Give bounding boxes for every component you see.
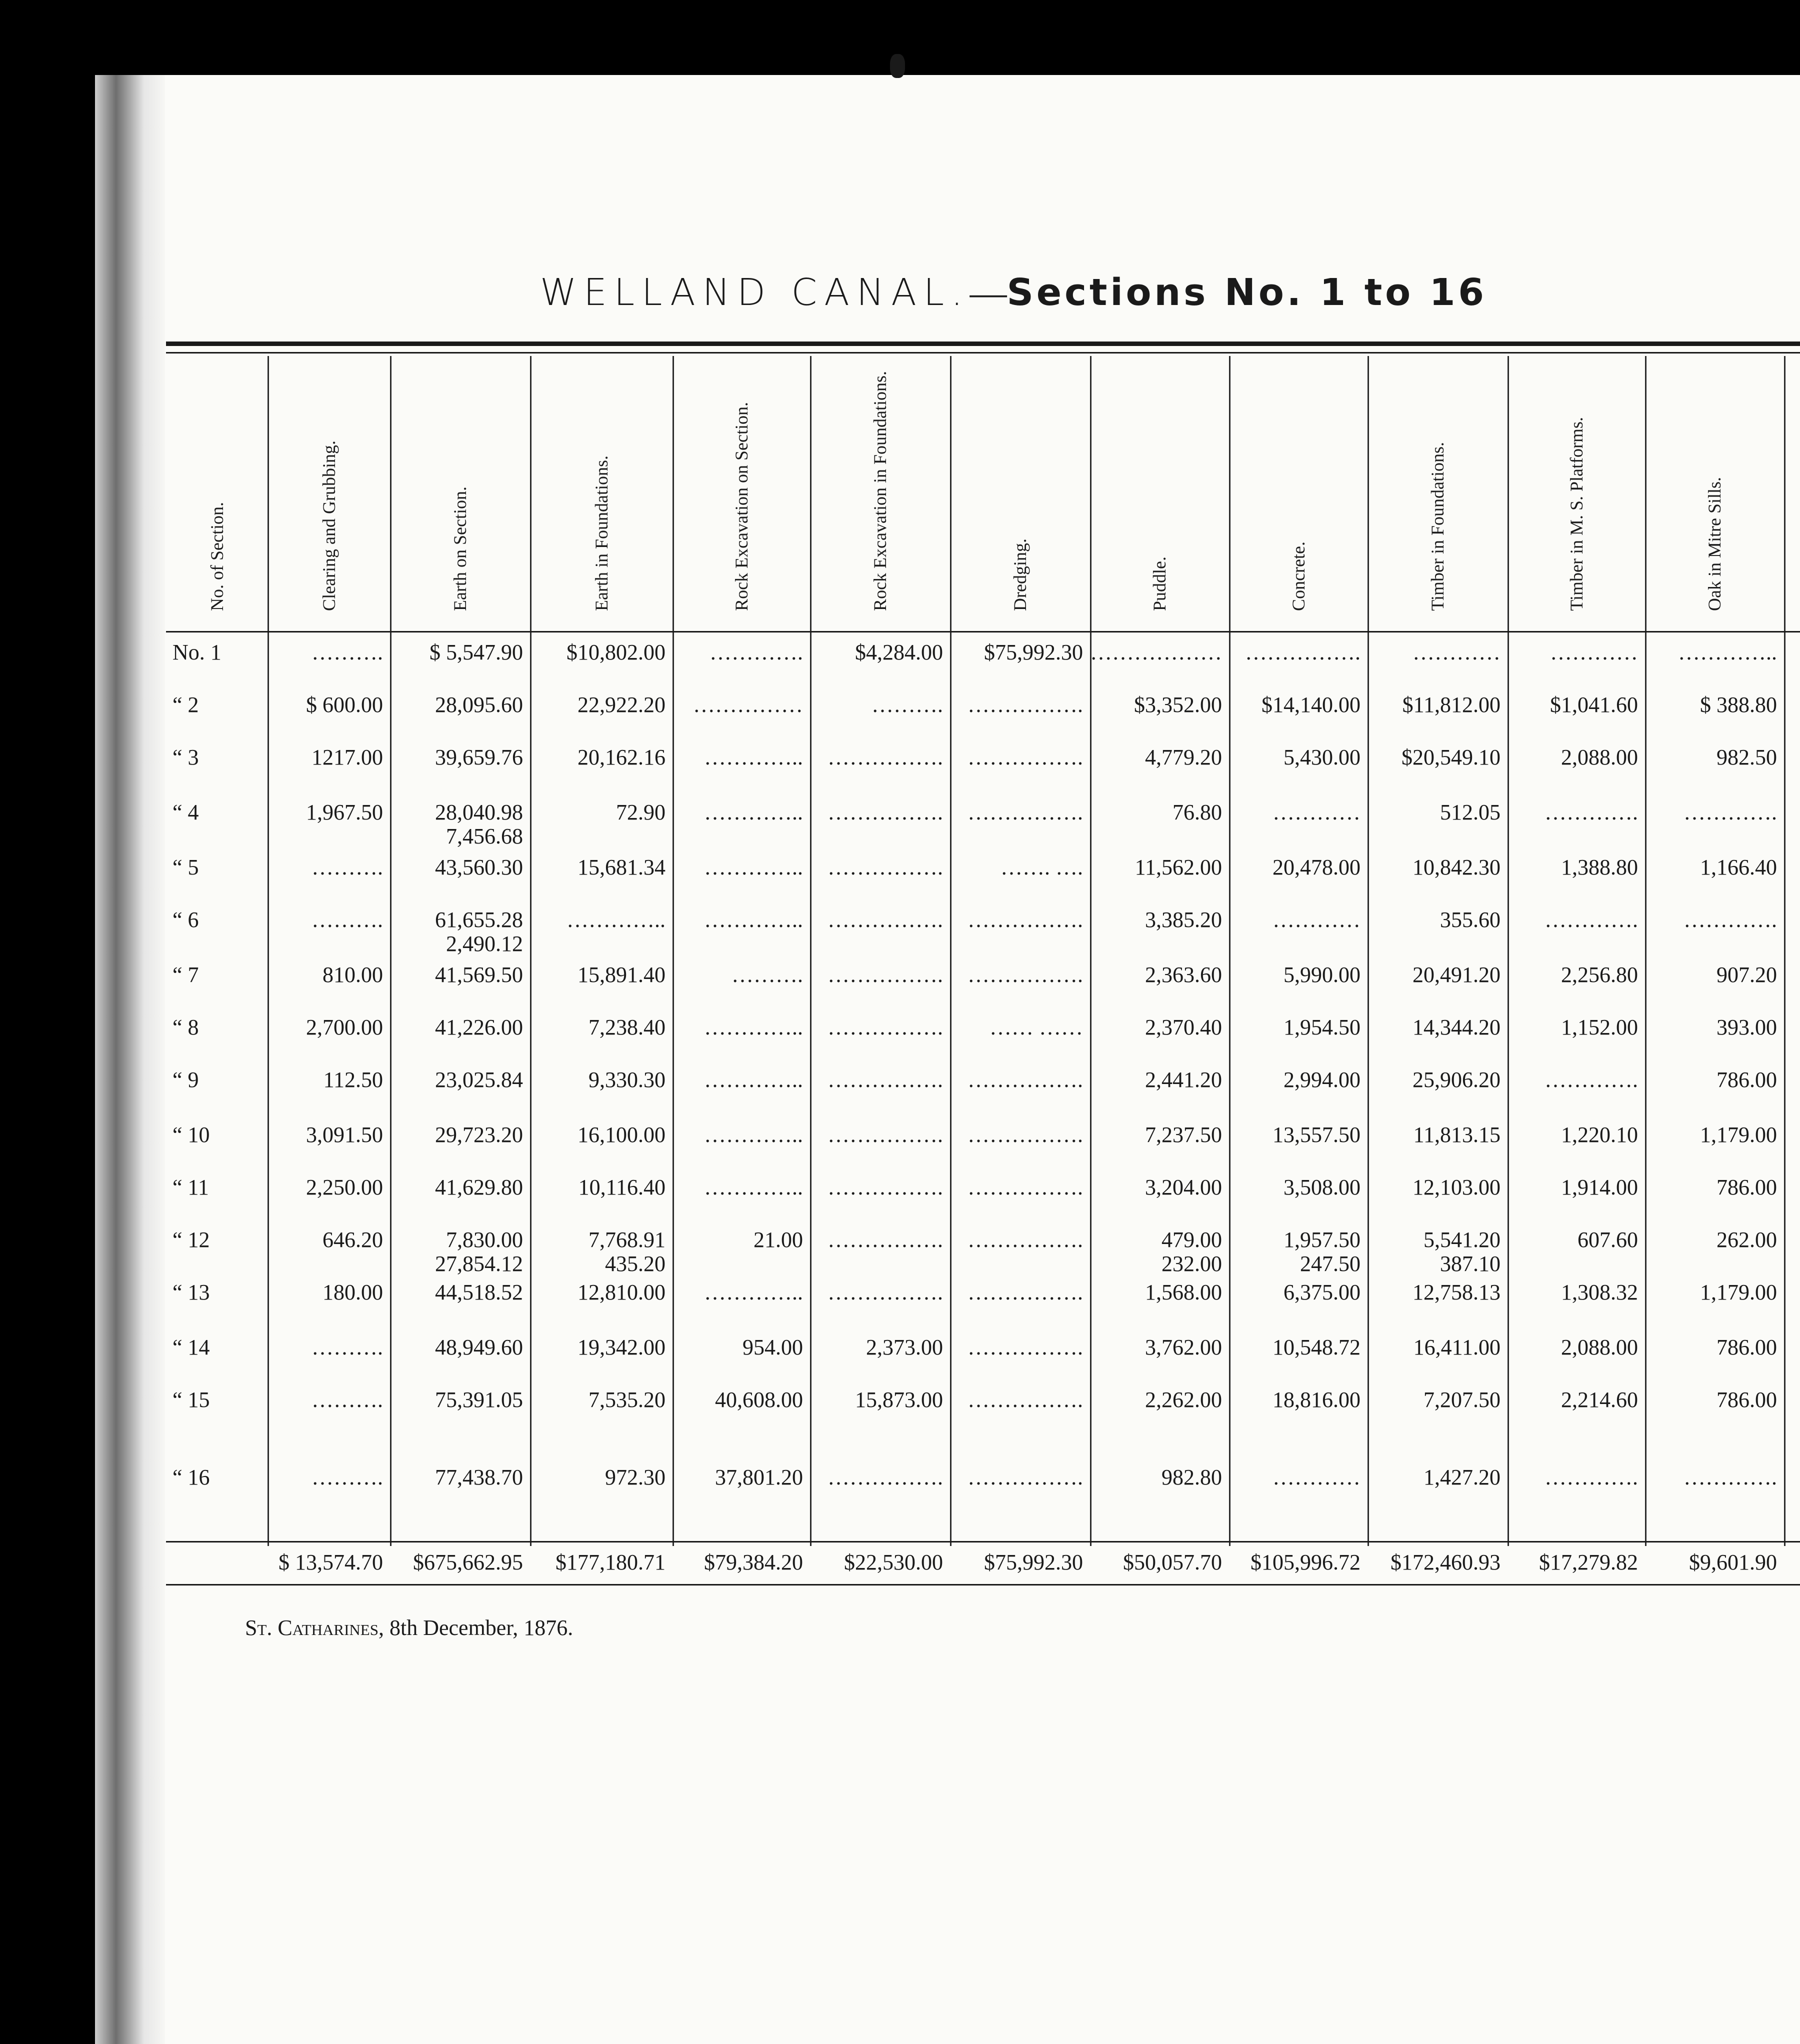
column-header-label: Dredging. xyxy=(1010,538,1030,611)
table-cell: 20,478.00 xyxy=(1272,855,1360,880)
total-cell: $22,530.00 xyxy=(844,1550,943,1574)
section-number: “ 14 xyxy=(172,1335,210,1360)
section-number: “ 9 xyxy=(172,1068,199,1092)
title-dash: — xyxy=(970,272,1007,314)
table-cell: $ 388.80 xyxy=(1700,692,1777,717)
table-cell: 786.00 xyxy=(1716,1068,1777,1092)
table-cell: 29,723.20 xyxy=(435,1122,523,1147)
table-cell: 16,411.00 xyxy=(1413,1335,1500,1360)
table-cell: ……………. xyxy=(968,908,1083,932)
table-cell: ………. xyxy=(312,1335,383,1360)
table-cell: $ 600.00 xyxy=(306,692,383,717)
table-cell: ………….. xyxy=(704,1175,803,1200)
table-cell: ……………. xyxy=(828,800,943,824)
table-cell: ……………. xyxy=(828,908,943,932)
table-cell: ……………. xyxy=(1245,640,1360,664)
total-cell: $50,057.70 xyxy=(1123,1550,1222,1574)
table-cell: 13,557.50 xyxy=(1272,1122,1360,1147)
section-number: “ 11 xyxy=(172,1175,209,1200)
column-header xyxy=(166,356,268,611)
table-cell: 393.00 xyxy=(1716,1015,1777,1040)
table-cell: ………… xyxy=(1272,908,1360,932)
total-cell: $17,279.82 xyxy=(1539,1550,1638,1574)
table-cell: 907.20 xyxy=(1716,962,1777,987)
table-cell: 2,088.00 xyxy=(1561,1335,1638,1360)
section-number: “ 16 xyxy=(172,1465,210,1490)
table-cell: 1,427.20 xyxy=(1424,1465,1500,1490)
column-header xyxy=(672,356,810,611)
table-cell: 4,779.20 xyxy=(1145,745,1222,770)
table-cell: 247.50 xyxy=(1300,1252,1360,1276)
column-header xyxy=(1645,356,1784,611)
section-number: “ 13 xyxy=(172,1280,210,1304)
table-cell: 3,762.00 xyxy=(1145,1335,1222,1360)
table-cell: 982.50 xyxy=(1716,745,1777,770)
table-cell: ………….. xyxy=(704,908,803,932)
table-cell: ………… xyxy=(1272,800,1360,824)
table-cell: 10,548.72 xyxy=(1272,1335,1360,1360)
table-cell: 3,204.00 xyxy=(1145,1175,1222,1200)
table-cell: ……. …. xyxy=(1000,855,1083,880)
table-cell: $20,549.10 xyxy=(1402,745,1500,770)
section-number: No. 1 xyxy=(172,640,222,664)
table-cell: ………….. xyxy=(566,908,666,932)
footer-dateline xyxy=(245,1615,573,1640)
table-cell: …………. xyxy=(1544,908,1638,932)
table-cell: 6,375.00 xyxy=(1284,1280,1360,1304)
table-cell: ……………. xyxy=(828,855,943,880)
total-cell: $177,180.71 xyxy=(556,1550,666,1574)
table-cell: 435.20 xyxy=(605,1252,666,1276)
table-cell: ………. xyxy=(312,1465,383,1490)
table-cell: 1,568.00 xyxy=(1145,1280,1222,1304)
table-cell: 2,256.80 xyxy=(1561,962,1638,987)
table-cell: 22,922.20 xyxy=(578,692,666,717)
totals-rule-bottom xyxy=(166,1584,1800,1586)
table-cell: 41,629.80 xyxy=(435,1175,523,1200)
column-rule xyxy=(1784,356,1786,1546)
table-cell: …………. xyxy=(710,640,803,664)
table-cell: 7,768.91 xyxy=(588,1228,666,1252)
table-cell: 12,810.00 xyxy=(578,1280,666,1304)
table-cell: 1,220.10 xyxy=(1561,1122,1638,1147)
table-cell: …………. xyxy=(1544,1465,1638,1490)
page-title xyxy=(540,270,1487,316)
table-cell: 20,162.16 xyxy=(578,745,666,770)
section-number: “ 7 xyxy=(172,962,199,987)
table-cell: ………….. xyxy=(704,745,803,770)
table-cell: 2,262.00 xyxy=(1145,1388,1222,1412)
table-cell: 72.90 xyxy=(616,800,666,824)
table-cell: ……………. xyxy=(968,800,1083,824)
table-cell: 77,438.70 xyxy=(435,1465,523,1490)
table-cell: 37,801.20 xyxy=(715,1465,803,1490)
table-cell: 41,226.00 xyxy=(435,1015,523,1040)
total-cell: $75,992.30 xyxy=(984,1550,1083,1574)
section-number: “ 6 xyxy=(172,908,199,932)
table-cell: ……………. xyxy=(968,1388,1083,1412)
total-cell: $79,384.20 xyxy=(704,1550,803,1574)
table-cell: ………… xyxy=(1412,640,1500,664)
table-cell: 2,214.60 xyxy=(1561,1388,1638,1412)
table-cell: 2,250.00 xyxy=(306,1175,383,1200)
table-cell: 20,491.20 xyxy=(1412,962,1500,987)
table-cell: 1,152.00 xyxy=(1561,1015,1638,1040)
column-header-label: Clearing and Grubbing. xyxy=(318,440,339,611)
table-cell: ……………. xyxy=(828,1280,943,1304)
table-cell: 810.00 xyxy=(322,962,383,987)
table-cell: 11,813.15 xyxy=(1413,1122,1500,1147)
column-header xyxy=(810,356,950,611)
table-cell: $75,992.30 xyxy=(984,640,1083,664)
table-cell: 1,308.32 xyxy=(1561,1280,1638,1304)
table-cell: 1,967.50 xyxy=(306,800,383,824)
table-cell: 786.00 xyxy=(1716,1335,1777,1360)
section-number: “ 12 xyxy=(172,1228,210,1252)
table-cell: 982.80 xyxy=(1162,1465,1222,1490)
column-header-label: Timber in M. S. Platforms. xyxy=(1566,417,1586,611)
title-sections: Sections No. 1 to 16 xyxy=(1006,271,1487,314)
table-cell: 12,758.13 xyxy=(1412,1280,1500,1304)
table-cell: …………. xyxy=(1684,908,1777,932)
table-cell: 48,949.60 xyxy=(435,1335,523,1360)
table-cell: 1,179.00 xyxy=(1700,1122,1777,1147)
table-cell: 1217.00 xyxy=(312,745,383,770)
table-cell: ………….. xyxy=(704,1122,803,1147)
table-cell: 15,873.00 xyxy=(855,1388,943,1412)
table-cell: 3,508.00 xyxy=(1284,1175,1360,1200)
table-cell: ……………. xyxy=(968,962,1083,987)
table-cell: 16,100.00 xyxy=(578,1122,666,1147)
column-header-label: Earth on Section. xyxy=(450,486,470,611)
column-header-label: Oak in Mitre Sills. xyxy=(1704,477,1724,611)
table-cell: 3,091.50 xyxy=(306,1122,383,1147)
column-header xyxy=(390,356,530,611)
table-cell: 7,207.50 xyxy=(1424,1388,1500,1412)
table-cell: 972.30 xyxy=(605,1465,666,1490)
table-cell: ………. xyxy=(732,962,803,987)
table-cell: 7,535.20 xyxy=(588,1388,666,1412)
total-cell: $105,996.72 xyxy=(1250,1550,1360,1574)
total-cell: $675,662.95 xyxy=(413,1550,523,1574)
table-cell: ………….. xyxy=(704,1280,803,1304)
table-cell: ………. xyxy=(312,908,383,932)
table-cell: 19,342.00 xyxy=(578,1335,666,1360)
table-cell: 607.60 xyxy=(1578,1228,1638,1252)
column-header xyxy=(1508,356,1645,611)
table-cell: 1,914.00 xyxy=(1561,1175,1638,1200)
table-cell: ……………. xyxy=(828,1175,943,1200)
table-cell: 9,330.30 xyxy=(588,1068,666,1092)
table-cell: 3,385.20 xyxy=(1145,908,1222,932)
section-number: “ 10 xyxy=(172,1122,210,1147)
table-cell: 2,370.40 xyxy=(1145,1015,1222,1040)
table-cell: 387.10 xyxy=(1440,1252,1500,1276)
column-header xyxy=(950,356,1090,611)
table-cell: ……………. xyxy=(968,1335,1083,1360)
top-rule-thin xyxy=(166,352,1800,354)
table-cell: ………….. xyxy=(704,800,803,824)
table-cell: 23,025.84 xyxy=(435,1068,523,1092)
table-cell: 75,391.05 xyxy=(435,1388,523,1412)
total-cell: $ 13,574.70 xyxy=(278,1550,383,1574)
table-cell: 786.00 xyxy=(1716,1388,1777,1412)
table-cell: 2,441.20 xyxy=(1145,1068,1222,1092)
table-cell: ……………. xyxy=(828,1228,943,1252)
footer-date: 8th December, 1876. xyxy=(389,1616,574,1640)
section-number: “ 15 xyxy=(172,1388,210,1412)
table-cell: 5,990.00 xyxy=(1284,962,1360,987)
table-cell: ……………. xyxy=(828,1465,943,1490)
table-cell: 28,040.98 xyxy=(435,800,523,824)
table-cell: ………….. xyxy=(704,855,803,880)
table-cell: 1,166.40 xyxy=(1700,855,1777,880)
table-cell: 180.00 xyxy=(322,1280,383,1304)
column-header xyxy=(1090,356,1229,611)
table-cell: 41,569.50 xyxy=(435,962,523,987)
table-cell: 43,560.30 xyxy=(435,855,523,880)
ink-blot xyxy=(890,54,905,78)
column-header xyxy=(268,356,390,611)
total-cell: $9,601.90 xyxy=(1689,1550,1777,1574)
table-cell: 2,088.00 xyxy=(1561,745,1638,770)
column-header xyxy=(1368,356,1508,611)
column-header-label: Puddle. xyxy=(1150,556,1170,611)
column-header xyxy=(530,356,672,611)
table-cell: 355.60 xyxy=(1440,908,1500,932)
table-cell: 786.00 xyxy=(1716,1175,1777,1200)
table-cell: $4,284.00 xyxy=(855,640,943,664)
table-cell: 7,456.68 xyxy=(446,824,523,848)
table-cell: ……………. xyxy=(968,1122,1083,1147)
table-cell: ……………. xyxy=(968,1465,1083,1490)
table-cell: 2,994.00 xyxy=(1284,1068,1360,1092)
table-cell: ………….. xyxy=(704,1015,803,1040)
column-header-label: Earth in Foundations. xyxy=(591,456,612,611)
table-cell: …………. xyxy=(1684,1465,1777,1490)
table-cell: 2,700.00 xyxy=(306,1015,383,1040)
table-cell: 7,237.50 xyxy=(1145,1122,1222,1147)
table-cell: ……………. xyxy=(828,1068,943,1092)
totals-rule-top xyxy=(166,1541,1800,1542)
table-cell: ………. xyxy=(312,855,383,880)
table-cell: 112.50 xyxy=(323,1068,383,1092)
table-cell: …………. xyxy=(1684,800,1777,824)
table-cell: ………. xyxy=(312,1388,383,1412)
table-cell: 7,238.40 xyxy=(588,1015,666,1040)
table-cell: 27,854.12 xyxy=(435,1252,523,1276)
table-cell: 1,179.00 xyxy=(1700,1280,1777,1304)
table-cell: …………. xyxy=(1544,1068,1638,1092)
table-cell: ………….. xyxy=(704,1068,803,1092)
table-cell: ………… xyxy=(1550,640,1638,664)
section-number: “ 8 xyxy=(172,1015,199,1040)
table-cell: 25,906.20 xyxy=(1412,1068,1500,1092)
table-cell: ………. xyxy=(312,640,383,664)
table-cell: 232.00 xyxy=(1162,1252,1222,1276)
table-cell: 7,830.00 xyxy=(446,1228,523,1252)
table-cell: ……………. xyxy=(968,1175,1083,1200)
column-header-label: Timber in Foundations. xyxy=(1428,442,1448,611)
column-header-label: Concrete. xyxy=(1288,542,1308,611)
table-cell: 479.00 xyxy=(1162,1228,1222,1252)
table-cell: $1,041.60 xyxy=(1550,692,1638,717)
table-cell: 262.00 xyxy=(1716,1228,1777,1252)
table-cell: ……………. xyxy=(828,745,943,770)
table-cell: ……………. xyxy=(828,1015,943,1040)
page-binding-edge xyxy=(95,75,165,2044)
table-cell: ………… xyxy=(1272,1465,1360,1490)
table-cell: 1,388.80 xyxy=(1561,855,1638,880)
table-cell: 18,816.00 xyxy=(1272,1388,1360,1412)
table-cell: 646.20 xyxy=(322,1228,383,1252)
table-cell: $14,140.00 xyxy=(1262,692,1360,717)
table-cell: 954.00 xyxy=(742,1335,803,1360)
column-header-label: Rock Excavation in Foundations. xyxy=(870,371,890,611)
table-cell: 1,954.50 xyxy=(1284,1015,1360,1040)
table-cell: 2,490.12 xyxy=(446,932,523,956)
table-cell: ………….. xyxy=(1678,640,1777,664)
table-cell: 11,562.00 xyxy=(1134,855,1222,880)
total-cell: $172,460.93 xyxy=(1390,1550,1500,1574)
table-cell: $11,812.00 xyxy=(1402,692,1500,717)
table-cell: ……………… xyxy=(1090,640,1222,664)
table-cell: ……………. xyxy=(828,962,943,987)
table-cell: 44,518.52 xyxy=(435,1280,523,1304)
table-cell: 28,095.60 xyxy=(435,692,523,717)
table-cell: 2,363.60 xyxy=(1145,962,1222,987)
table-cell: …………. xyxy=(1544,800,1638,824)
table-cell: 1,957.50 xyxy=(1284,1228,1360,1252)
table-cell: 14,344.20 xyxy=(1412,1015,1500,1040)
table-cell: $3,352.00 xyxy=(1134,692,1222,717)
table-cell: 61,655.28 xyxy=(435,908,523,932)
top-rule-heavy xyxy=(166,342,1800,346)
table-cell: 76.80 xyxy=(1172,800,1222,824)
table-cell: ……………. xyxy=(968,1280,1083,1304)
table-cell: …… …… xyxy=(990,1015,1083,1040)
table-cell: 40,608.00 xyxy=(715,1388,803,1412)
footer-place: St. Catharines, xyxy=(245,1616,384,1640)
table-cell: ……………. xyxy=(968,745,1083,770)
column-header-label: No. of Section. xyxy=(206,502,227,611)
table-cell: 21.00 xyxy=(754,1228,803,1252)
table-cell: 5,541.20 xyxy=(1424,1228,1500,1252)
table-cell: …………… xyxy=(693,692,803,717)
table-cell: 5,430.00 xyxy=(1284,745,1360,770)
header-rule xyxy=(166,631,1800,632)
table-cell: 39,659.76 xyxy=(435,745,523,770)
table-cell: 10,116.40 xyxy=(578,1175,666,1200)
table-cell: ……………. xyxy=(968,1068,1083,1092)
table-cell: 15,681.34 xyxy=(578,855,666,880)
table-cell: $10,802.00 xyxy=(566,640,666,664)
table-cell: 512.05 xyxy=(1440,800,1500,824)
table-cell: $ 5,547.90 xyxy=(430,640,523,664)
section-number: “ 4 xyxy=(172,800,199,824)
table-cell: 12,103.00 xyxy=(1412,1175,1500,1200)
table-cell: ……………. xyxy=(968,1228,1083,1252)
section-number: “ 3 xyxy=(172,745,199,770)
column-header-label: Rock Excavation on Section. xyxy=(731,402,752,611)
table-cell: 2,373.00 xyxy=(866,1335,943,1360)
column-header xyxy=(1229,356,1368,611)
title-main: WELLAND CANAL. xyxy=(540,271,970,314)
table-cell: ……………. xyxy=(968,692,1083,717)
table-cell: ……………. xyxy=(828,1122,943,1147)
section-number: “ 2 xyxy=(172,692,199,717)
table-cell: 10,842.30 xyxy=(1412,855,1500,880)
table-cell: ………. xyxy=(872,692,943,717)
table-cell: 15,891.40 xyxy=(578,962,666,987)
section-number: “ 5 xyxy=(172,855,199,880)
